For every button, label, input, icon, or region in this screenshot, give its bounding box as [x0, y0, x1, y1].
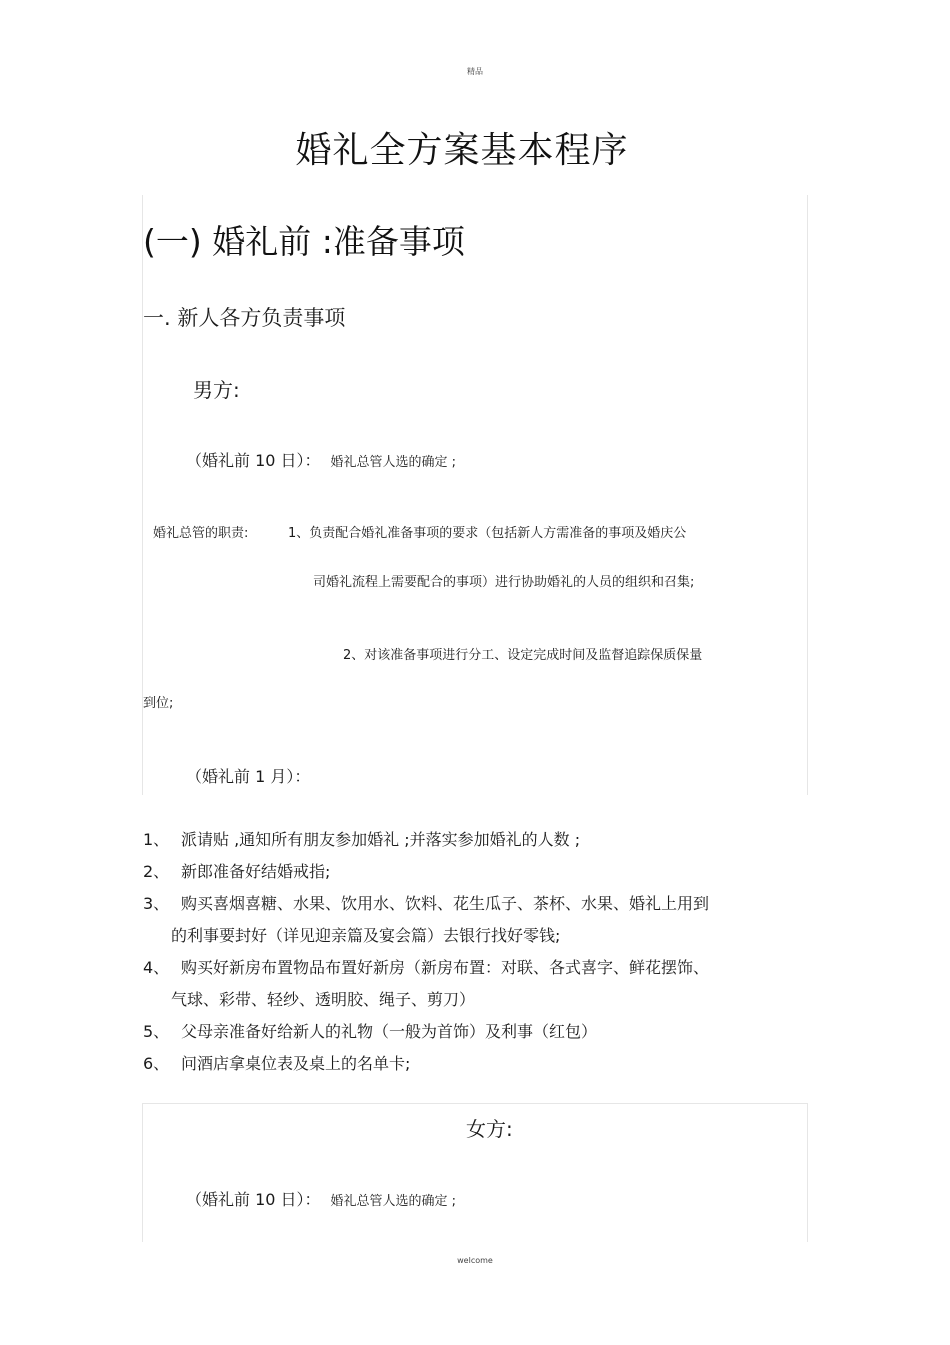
list-item-text: 购买好新房布置物品布置好新房（新房布置：对联、各式喜字、鲜花摆饰、: [181, 958, 710, 977]
timeline-label: （婚礼前 10 日）：: [186, 1190, 321, 1209]
list-item-number: 4、: [143, 958, 170, 977]
list-item-text: 父母亲准备好给新人的礼物（一般为首饰）及利事（红包）: [181, 1022, 598, 1041]
bride-timeline-10-days: [186, 1187, 456, 1210]
duties-label: 婚礼总管的职责:: [153, 526, 249, 541]
list-item-text: 派请贴 ,通知所有朋友参加婚礼 ;并落实参加婚礼的人数 ;: [181, 830, 581, 849]
content-frame-groom: [142, 195, 808, 795]
list-item-number: 1、: [143, 830, 170, 849]
duty-1-line-1: 1、负责配合婚礼准备事项的要求（包括新人方需准备的事项及婚庆公: [288, 526, 687, 541]
duty-1-line-2: 司婚礼流程上需要配合的事项）进行协助婚礼的人员的组织和召集;: [313, 575, 695, 590]
duty-2-line-1: 2、对该准备事项进行分工、设定完成时间及监督追踪保质保量: [343, 648, 703, 663]
list-item-text: 新郎准备好结婚戒指;: [181, 862, 331, 881]
subsection-heading: 一. 新人各方负责事项: [143, 306, 346, 330]
list-item-number: 2、: [143, 862, 170, 881]
timeline-note: 婚礼总管人选的确定 ;: [330, 1194, 457, 1209]
list-item-text: 的利事要封好（详见迎亲篇及宴会篇）去银行找好零钱;: [171, 926, 561, 945]
groom-label: 男方:: [193, 378, 240, 402]
list-item-number: 3、: [143, 894, 170, 913]
groom-timeline-10-days: [186, 448, 456, 471]
list-item-text: 气球、彩带、轻纱、透明胶、绳子、剪刀）: [171, 990, 476, 1009]
list-item-number: 6、: [143, 1054, 170, 1073]
header-watermark: 精品: [467, 67, 483, 76]
document-title: 婚礼全方案基本程序: [295, 130, 629, 171]
section-heading: (一) 婚礼前 :准备事项: [143, 222, 465, 261]
footer-watermark: welcome: [457, 1256, 493, 1265]
bride-label: 女方:: [466, 1117, 513, 1141]
duty-2-line-2: 到位;: [143, 696, 174, 711]
timeline-note: 婚礼总管人选的确定 ;: [330, 455, 457, 470]
timeline-label: （婚礼前 10 日）：: [186, 451, 321, 470]
groom-timeline-1-month: （婚礼前 1 月）：: [186, 767, 311, 786]
list-item-text: 购买喜烟喜糖、水果、饮用水、饮料、花生瓜子、茶杯、水果、婚礼上用到: [181, 894, 710, 913]
list-item-number: 5、: [143, 1022, 170, 1041]
list-item-text: 问酒店拿桌位表及桌上的名单卡;: [181, 1054, 411, 1073]
